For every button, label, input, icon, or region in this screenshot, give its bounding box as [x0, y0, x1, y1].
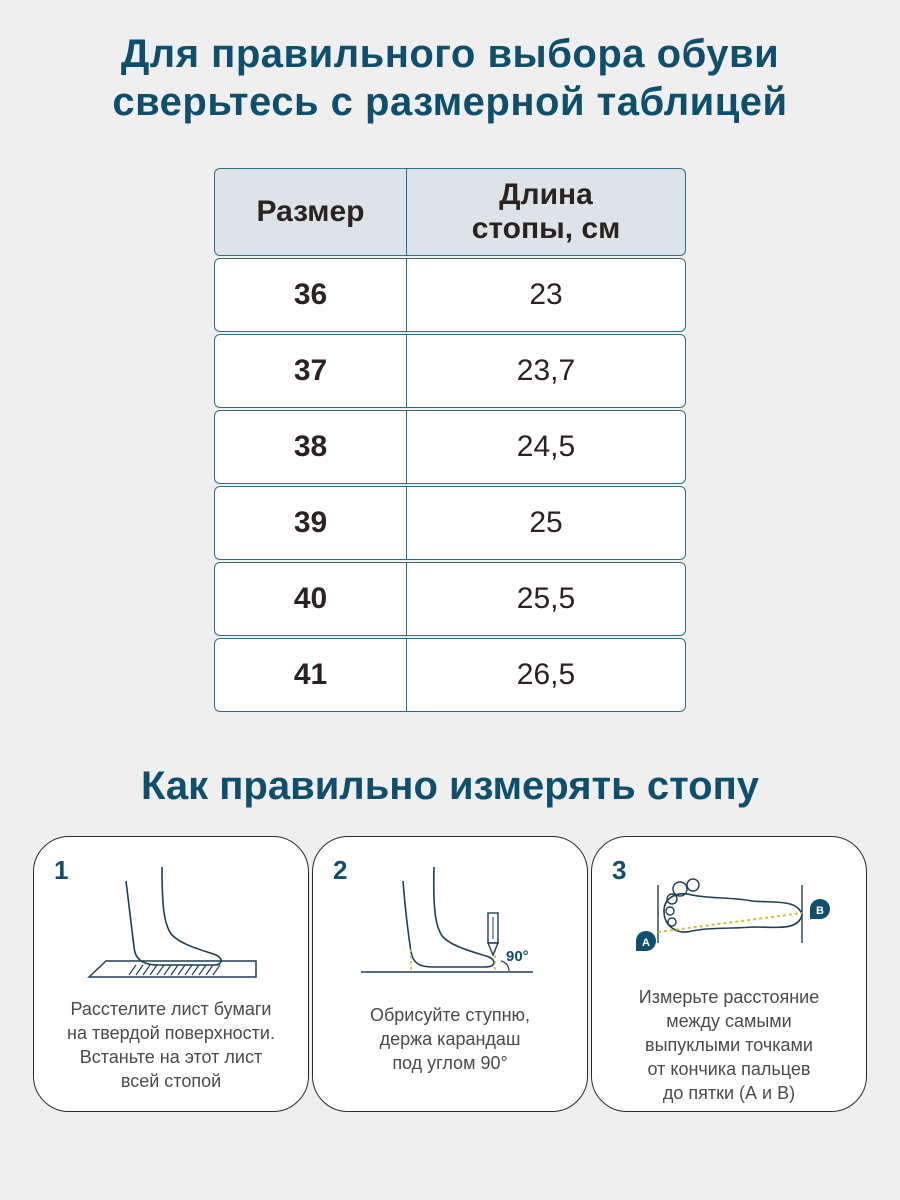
caption-line: держа карандаш: [379, 1029, 521, 1049]
table-row: [214, 334, 686, 408]
step-card-2: [312, 836, 588, 1112]
point-b-badge: [810, 899, 830, 919]
caption-line: Измерьте расстояние: [638, 987, 820, 1007]
size-cell: 40: [215, 563, 407, 635]
caption-line: на твердой поверхности.: [67, 1023, 275, 1043]
step-card-1: [33, 836, 309, 1112]
length-cell: 26,5: [516, 658, 576, 691]
caption-line: Расстелите лист бумаги: [70, 999, 272, 1019]
table-row: [214, 638, 686, 712]
size-cell: 38: [215, 411, 407, 483]
header-size: Размер: [215, 169, 407, 255]
step-number: 1: [54, 855, 69, 885]
point-b-label: B: [816, 905, 824, 917]
step-number: 2: [333, 855, 348, 885]
section-heading: Как правильно измерять стопу: [140, 764, 759, 808]
length-cell: 23: [529, 278, 563, 311]
table-row: [214, 258, 686, 332]
header-length-line2: стопы, см: [471, 212, 621, 245]
caption-line: под углом 90°: [392, 1053, 508, 1073]
length-cell: 25,5: [516, 582, 576, 615]
table-row: [214, 562, 686, 636]
step-number: 3: [612, 855, 627, 885]
caption-line: выпуклыми точками: [645, 1035, 813, 1055]
size-table: [214, 168, 686, 714]
caption-line: всей стопой: [120, 1071, 222, 1091]
table-header-row: [214, 168, 686, 256]
size-cell: 37: [215, 335, 407, 407]
size-cell: 41: [215, 639, 407, 711]
table-row: [214, 410, 686, 484]
caption-line: Обрисуйте ступню,: [369, 1005, 531, 1025]
step-caption: [600, 985, 858, 1105]
step-card-3: [591, 836, 867, 1112]
size-cell: 39: [215, 487, 407, 559]
point-a-label: A: [642, 937, 650, 949]
caption-line: Встаньте на этот лист: [79, 1047, 263, 1067]
caption-line: от кончика пальцев: [647, 1059, 811, 1079]
step-caption: [321, 1003, 579, 1075]
angle-label: 90°: [506, 948, 529, 965]
size-cell: 36: [215, 259, 407, 331]
header-length-line1: Длина: [499, 178, 593, 211]
title-line-1: Для правильного выбора обуви: [120, 32, 780, 76]
length-cell: 24,5: [516, 430, 576, 463]
length-cell: 23,7: [516, 354, 576, 387]
length-cell: 25: [529, 506, 563, 539]
point-a-badge: [636, 931, 656, 951]
foot-tracing-illustration: [313, 837, 589, 987]
caption-line: между самыми: [666, 1011, 792, 1031]
table-row: [214, 486, 686, 560]
foot-on-paper-illustration: [34, 837, 310, 987]
step-caption: [42, 997, 300, 1093]
page-title: [0, 30, 900, 126]
foot-measure-illustration: [592, 837, 868, 987]
title-line-2: сверьтесь с размерной таблицей: [112, 80, 788, 124]
header-length: [407, 169, 685, 255]
caption-line: до пятки (А и В): [662, 1083, 796, 1103]
